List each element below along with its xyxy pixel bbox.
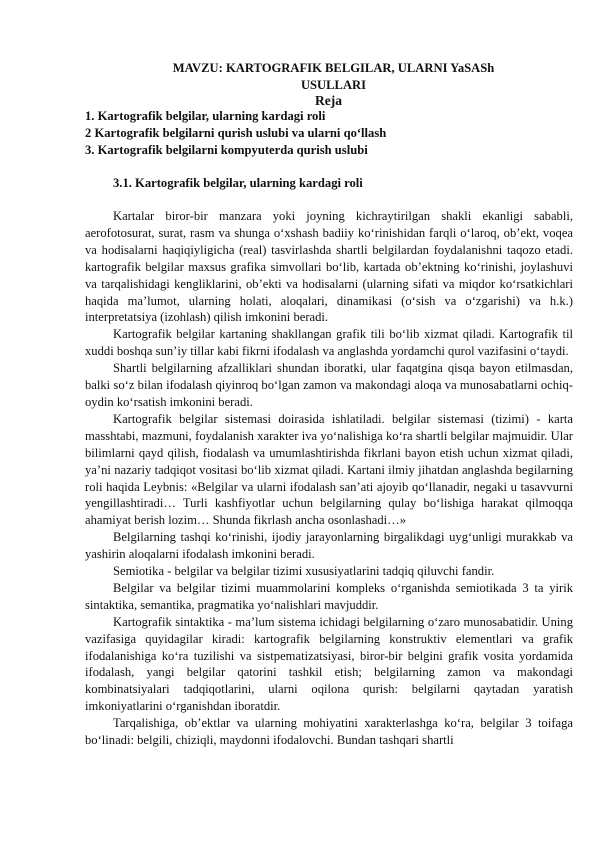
title-line-1: MAVZU: KARTOGRAFIK BELGILAR, ULARNI YaSASh xyxy=(172,61,495,75)
plan-heading: Reja xyxy=(315,93,342,108)
paragraph: Belgilarning tashqi ko‘rinishi, ijodiy jarayonlarning birgalikdagi uyg‘unligi murakkab va yashirin aloqalarni ifodalash imkonini beradi. xyxy=(85,530,573,562)
section-heading: 3.1. Kartografik belgilar, ularning kardagi roli xyxy=(113,176,363,190)
title-line-2: USULLARI xyxy=(300,78,367,92)
paragraph: Kartografik belgilar kartaning shakllangan grafik tili bo‘lib xizmat qiladi. Kartografik til xuddi boshqa sun’iy tillar kabi fikrni ifodalash va anglashda yordamchi qurol vazifasini o‘taydi. xyxy=(85,327,573,359)
plan-item: 2 Kartografik belgilarni qurish uslubi va ularni qo‘llash xyxy=(85,126,387,140)
paragraph: Kartografik sintaktika - ma’lum sistema ichidagi belgilarning o‘zaro munosabatidir. Uning vazifasiga quyidagilar kiradi: kartografik belgilarning konstruktiv elementlari va grafik ifodalanishiga ko‘ra tuzilishi va sistpematizatsiyasi, biror-bir belgini grafik vosita yordamida ifodalash, yangi belgilar qatorini tashkil etish; belgilarning zamon va makondagi kombinatsiyalari tadqiqotlarini, ularni oqilona qurish: belgilarni qaytadan yaratish imkoniyatlarini o‘rganishdan iboratdir. xyxy=(85,614,573,714)
plan-item: 1. Kartografik belgilar, ularning kardagi roli xyxy=(85,109,326,123)
paragraph: Tarqalishiga, ob’ektlar va ularning mohiyatini xarakterlashga ko‘ra, belgilar 3 toifaga bo‘linadi: belgili, chiziqli, maydonni ifodalovchi. Bundan tashqari shartli xyxy=(85,716,573,748)
plan-list xyxy=(85,108,575,159)
paragraph: Kartalar biror-bir manzara yoki joyning kichraytirilgan shakli ekanligi sababli, aerofotosurat, surat, rasm va shunga o‘xshash badiiy ko‘rinishidan farqli o‘laroq, ob’ekt, voqea va hodisalarni haqiqiyligicha (real) tasvirlashda shartli belgilardan foydalanishni taqozo etadi. kartografik belgilar maxsus grafika simvollari bo‘lib, kartada ob’ektning ko‘rinishi, joylashuvi va tarqalishidagi kengliklarini, ob’ekti va hodisalarni (ularning sifati va miqdor ko‘rsatkichlari haqida ma’lumot, ularning holati, aloqalari, dinamikasi (o‘sish va o‘zgarishi) va h.k.) interpretatsiya (izohlash) qilish imkonini beradi. xyxy=(85,209,573,325)
paragraph: Kartografik belgilar sistemasi doirasida ishlatiladi. belgilar sistemasi (tizimi) - karta masshtabi, mazmuni, foydalanish xarakter iva yo‘nalishiga ko‘ra shartli belgilar majmuidir. Ular bilimlarni qayd qilish, fiodalash va umumlashtirishda fikrlani bayon etish uchun xizmat qiladi, ya’ni nazariy tadqiqot vositasi bo‘lib xizmat qiladi. Kartani ilmiy jihatdan anglashda begilarning roli haqida Leybnis: «Belgilar va ularni ifodalash san’ati ajoyib qo‘llanadir, negaki u tasavvurni yengillashtiradi… Turli kashfiyotlar uchun belgilarning qulay bo‘lishiga harakat qilmoqqa ahamiyat berish lozim… Shunda fikrlash ancha osonlashadi…» xyxy=(85,411,573,528)
document-title xyxy=(95,60,572,94)
paragraph: Semiotika - belgilar va belgilar tizimi xususiyatlarini tadqiq qiluvchi fandir. xyxy=(113,564,495,579)
paragraph: Belgilar va belgilar tizimi muammolarini kompleks o‘rganishda semiotikada 3 ta yirik sintaktika, semantika, pragmatika yo‘nalishlari mavjuddir. xyxy=(85,580,573,612)
body-text xyxy=(85,208,573,749)
paragraph: Shartli belgilarning afzalliklari shundan iboratki, ular faqatgina qisqa bayon etilmasdan, balki so‘z bilan ifodalash qiyinroq bo‘lgan zamon va makondagi aloqa va munosabatlarni ochiq-oydin ko‘rsatish imkonini beradi. xyxy=(85,361,573,409)
plan-item: 3. Kartografik belgilarni kompyuterda qurish uslubi xyxy=(85,143,368,157)
